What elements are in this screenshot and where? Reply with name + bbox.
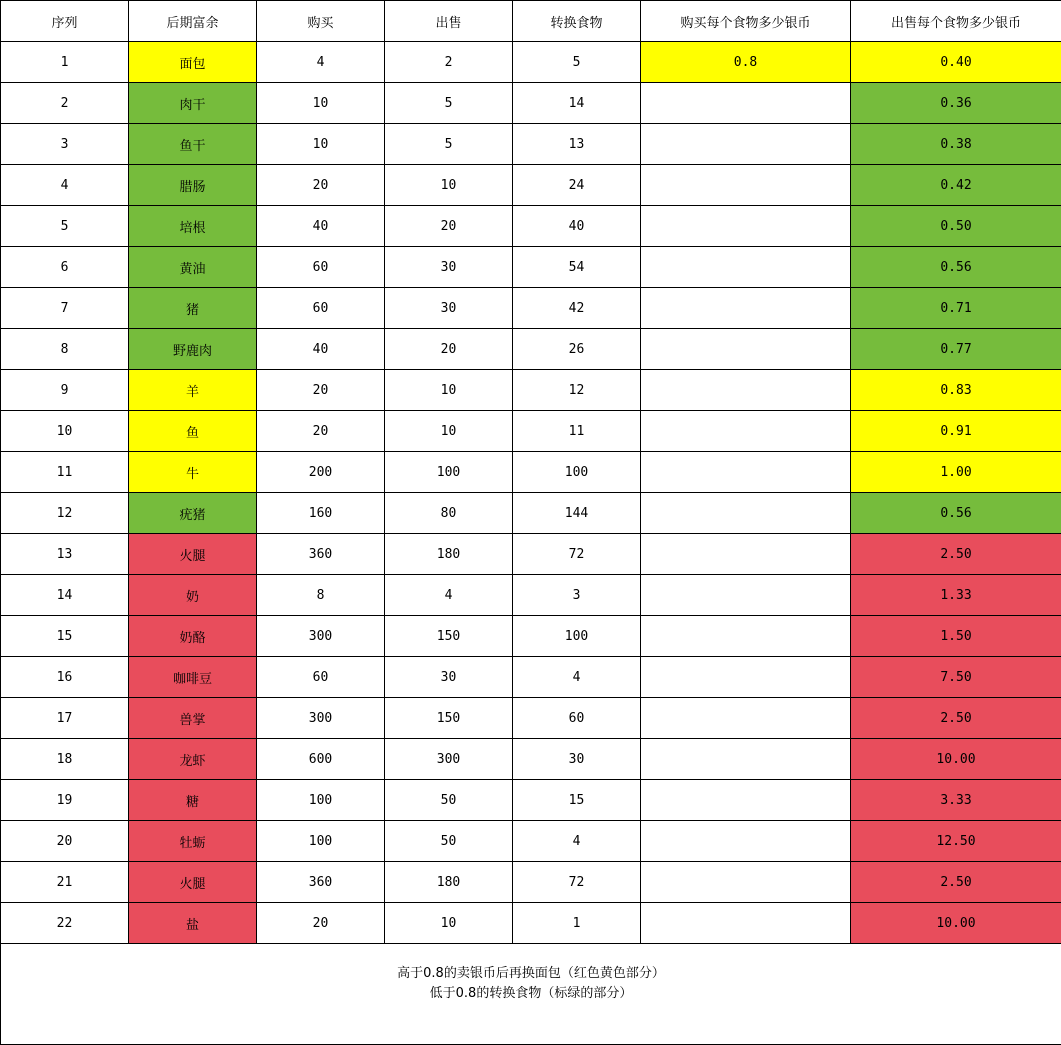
- cell-buy-per-food[interactable]: [641, 534, 851, 575]
- cell-item-name[interactable]: 糖: [129, 780, 257, 821]
- cell-sell[interactable]: 10: [385, 903, 513, 944]
- cell-index[interactable]: 12: [1, 493, 129, 534]
- cell-item-name[interactable]: 培根: [129, 206, 257, 247]
- header-sell-per-food[interactable]: 出售每个食物多少银币: [851, 1, 1061, 42]
- cell-sell[interactable]: 50: [385, 821, 513, 862]
- cell-convert-food[interactable]: 72: [513, 862, 641, 903]
- cell-sell-per-food[interactable]: 0.42: [851, 165, 1061, 206]
- cell-item-name[interactable]: 黄油: [129, 247, 257, 288]
- cell-convert-food[interactable]: 54: [513, 247, 641, 288]
- cell-convert-food[interactable]: 15: [513, 780, 641, 821]
- cell-sell-per-food[interactable]: 1.00: [851, 452, 1061, 493]
- note-line-2: 低于0.8的转换食物（标绿的部分）: [1, 984, 1061, 1004]
- cell-index[interactable]: 11: [1, 452, 129, 493]
- cell-convert-food[interactable]: 30: [513, 739, 641, 780]
- cell-buy-per-food[interactable]: [641, 575, 851, 616]
- cell-buy-per-food[interactable]: [641, 739, 851, 780]
- cell-sell-per-food[interactable]: 10.00: [851, 739, 1061, 780]
- cell-item-name[interactable]: 羊: [129, 370, 257, 411]
- table-row: [1, 780, 1061, 821]
- cell-buy-per-food[interactable]: [641, 124, 851, 165]
- table-row: [1, 329, 1061, 370]
- table-row: [1, 657, 1061, 698]
- table-row: [1, 903, 1061, 944]
- cell-sell[interactable]: 4: [385, 575, 513, 616]
- cell-buy-per-food[interactable]: [641, 493, 851, 534]
- cell-buy[interactable]: 20: [257, 165, 385, 206]
- cell-index[interactable]: 16: [1, 657, 129, 698]
- table-row: [1, 862, 1061, 903]
- cell-buy[interactable]: 100: [257, 780, 385, 821]
- note-row: [1, 944, 1061, 1045]
- cell-sell-per-food[interactable]: 2.50: [851, 534, 1061, 575]
- cell-sell[interactable]: 10: [385, 411, 513, 452]
- cell-buy[interactable]: 100: [257, 821, 385, 862]
- cell-sell-per-food[interactable]: 0.56: [851, 247, 1061, 288]
- cell-index[interactable]: 6: [1, 247, 129, 288]
- cell-buy[interactable]: 600: [257, 739, 385, 780]
- cell-item-name[interactable]: 牡蛎: [129, 821, 257, 862]
- header-index[interactable]: 序列: [1, 1, 129, 42]
- header-surplus[interactable]: 后期富余: [129, 1, 257, 42]
- cell-item-name[interactable]: 野鹿肉: [129, 329, 257, 370]
- cell-buy[interactable]: 60: [257, 657, 385, 698]
- cell-sell-per-food[interactable]: 0.36: [851, 83, 1061, 124]
- cell-sell[interactable]: 300: [385, 739, 513, 780]
- header-buy-per-food[interactable]: 购买每个食物多少银币: [641, 1, 851, 42]
- table-row: [1, 575, 1061, 616]
- cell-item-name[interactable]: 肉干: [129, 83, 257, 124]
- cell-buy-per-food[interactable]: [641, 411, 851, 452]
- cell-buy[interactable]: 10: [257, 124, 385, 165]
- table-row: [1, 493, 1061, 534]
- table-row: [1, 739, 1061, 780]
- cell-buy-per-food[interactable]: [641, 862, 851, 903]
- cell-sell-per-food[interactable]: 2.50: [851, 698, 1061, 739]
- table-row: [1, 821, 1061, 862]
- header-sell[interactable]: 出售: [385, 1, 513, 42]
- cell-sell[interactable]: 30: [385, 288, 513, 329]
- cell-buy-per-food[interactable]: [641, 288, 851, 329]
- cell-index[interactable]: 18: [1, 739, 129, 780]
- cell-sell[interactable]: 10: [385, 165, 513, 206]
- header-convert-food[interactable]: 转换食物: [513, 1, 641, 42]
- cell-index[interactable]: 5: [1, 206, 129, 247]
- cell-index[interactable]: 22: [1, 903, 129, 944]
- cell-sell[interactable]: 2: [385, 42, 513, 83]
- cell-buy-per-food[interactable]: [641, 329, 851, 370]
- table-row: [1, 452, 1061, 493]
- cell-convert-food[interactable]: 12: [513, 370, 641, 411]
- table-row: [1, 124, 1061, 165]
- cell-index[interactable]: 17: [1, 698, 129, 739]
- cell-buy-per-food[interactable]: [641, 821, 851, 862]
- cell-sell[interactable]: 5: [385, 83, 513, 124]
- table-row: [1, 370, 1061, 411]
- table-row: [1, 165, 1061, 206]
- cell-index[interactable]: 1: [1, 42, 129, 83]
- cell-index[interactable]: 14: [1, 575, 129, 616]
- cell-buy[interactable]: 20: [257, 903, 385, 944]
- cell-index[interactable]: 2: [1, 83, 129, 124]
- header-row: [1, 1, 1061, 42]
- cell-convert-food[interactable]: 100: [513, 616, 641, 657]
- cell-sell[interactable]: 180: [385, 862, 513, 903]
- cell-sell[interactable]: 20: [385, 206, 513, 247]
- cell-convert-food[interactable]: 42: [513, 288, 641, 329]
- cell-sell[interactable]: 30: [385, 657, 513, 698]
- cell-sell-per-food[interactable]: 1.50: [851, 616, 1061, 657]
- cell-index[interactable]: 13: [1, 534, 129, 575]
- cell-sell-per-food[interactable]: 7.50: [851, 657, 1061, 698]
- cell-buy-per-food[interactable]: [641, 83, 851, 124]
- cell-item-name[interactable]: 鱼: [129, 411, 257, 452]
- cell-sell-per-food[interactable]: 0.40: [851, 42, 1061, 83]
- cell-buy-per-food[interactable]: [641, 780, 851, 821]
- table-row: [1, 247, 1061, 288]
- cell-buy-per-food[interactable]: [641, 370, 851, 411]
- cell-convert-food[interactable]: 4: [513, 821, 641, 862]
- cell-buy[interactable]: 40: [257, 206, 385, 247]
- cell-sell[interactable]: 180: [385, 534, 513, 575]
- cell-item-name[interactable]: 奶: [129, 575, 257, 616]
- cell-sell[interactable]: 10: [385, 370, 513, 411]
- cell-index[interactable]: 7: [1, 288, 129, 329]
- cell-sell-per-food[interactable]: 0.77: [851, 329, 1061, 370]
- cell-buy[interactable]: 4: [257, 42, 385, 83]
- cell-sell[interactable]: 150: [385, 698, 513, 739]
- cell-sell[interactable]: 5: [385, 124, 513, 165]
- cell-convert-food[interactable]: 3: [513, 575, 641, 616]
- cell-buy-per-food[interactable]: [641, 247, 851, 288]
- cell-index[interactable]: 3: [1, 124, 129, 165]
- cell-sell-per-food[interactable]: 2.50: [851, 862, 1061, 903]
- cell-item-name[interactable]: 猪: [129, 288, 257, 329]
- cell-sell-per-food[interactable]: 1.33: [851, 575, 1061, 616]
- cell-sell-per-food[interactable]: 0.91: [851, 411, 1061, 452]
- cell-buy[interactable]: 360: [257, 534, 385, 575]
- note-cell[interactable]: [1, 944, 1061, 1045]
- cell-buy[interactable]: 10: [257, 83, 385, 124]
- cell-item-name[interactable]: 牛: [129, 452, 257, 493]
- cell-buy[interactable]: 60: [257, 288, 385, 329]
- table-row: [1, 616, 1061, 657]
- cell-buy-per-food[interactable]: [641, 616, 851, 657]
- cell-convert-food[interactable]: 72: [513, 534, 641, 575]
- cell-sell-per-food[interactable]: 0.83: [851, 370, 1061, 411]
- cell-sell[interactable]: 80: [385, 493, 513, 534]
- cell-index[interactable]: 21: [1, 862, 129, 903]
- cell-item-name[interactable]: 龙虾: [129, 739, 257, 780]
- cell-buy[interactable]: 40: [257, 329, 385, 370]
- cell-item-name[interactable]: 火腿: [129, 534, 257, 575]
- cell-convert-food[interactable]: 40: [513, 206, 641, 247]
- cell-sell-per-food[interactable]: 0.50: [851, 206, 1061, 247]
- cell-convert-food[interactable]: 1: [513, 903, 641, 944]
- cell-item-name[interactable]: 奶酪: [129, 616, 257, 657]
- cell-buy[interactable]: 20: [257, 411, 385, 452]
- cell-buy[interactable]: 200: [257, 452, 385, 493]
- cell-convert-food[interactable]: 144: [513, 493, 641, 534]
- cell-buy[interactable]: 300: [257, 616, 385, 657]
- cell-index[interactable]: 10: [1, 411, 129, 452]
- cell-buy[interactable]: 300: [257, 698, 385, 739]
- note-line-1: 高于0.8的卖银币后再换面包（红色黄色部分）: [1, 964, 1061, 984]
- table-row: [1, 206, 1061, 247]
- cell-convert-food[interactable]: 100: [513, 452, 641, 493]
- cell-buy[interactable]: 360: [257, 862, 385, 903]
- table-row: [1, 83, 1061, 124]
- cell-index[interactable]: 4: [1, 165, 129, 206]
- cell-buy-per-food[interactable]: [641, 206, 851, 247]
- cell-sell-per-food[interactable]: 0.71: [851, 288, 1061, 329]
- cell-sell-per-food[interactable]: 10.00: [851, 903, 1061, 944]
- cell-item-name[interactable]: 鱼干: [129, 124, 257, 165]
- cell-index[interactable]: 19: [1, 780, 129, 821]
- cell-sell-per-food[interactable]: 0.38: [851, 124, 1061, 165]
- cell-buy[interactable]: 20: [257, 370, 385, 411]
- cell-sell-per-food[interactable]: 12.50: [851, 821, 1061, 862]
- cell-item-name[interactable]: 咖啡豆: [129, 657, 257, 698]
- cell-item-name[interactable]: 疣猪: [129, 493, 257, 534]
- table-row: [1, 42, 1061, 83]
- cell-convert-food[interactable]: 11: [513, 411, 641, 452]
- header-buy[interactable]: 购买: [257, 1, 385, 42]
- table-row: [1, 534, 1061, 575]
- cell-buy-per-food[interactable]: 0.8: [641, 42, 851, 83]
- cell-buy[interactable]: 60: [257, 247, 385, 288]
- cell-index[interactable]: 15: [1, 616, 129, 657]
- cell-buy-per-food[interactable]: [641, 657, 851, 698]
- cell-index[interactable]: 8: [1, 329, 129, 370]
- cell-sell-per-food[interactable]: 3.33: [851, 780, 1061, 821]
- cell-convert-food[interactable]: 14: [513, 83, 641, 124]
- cell-convert-food[interactable]: 4: [513, 657, 641, 698]
- cell-index[interactable]: 9: [1, 370, 129, 411]
- cell-buy[interactable]: 8: [257, 575, 385, 616]
- cell-buy-per-food[interactable]: [641, 903, 851, 944]
- cell-item-name[interactable]: 火腿: [129, 862, 257, 903]
- table-row: [1, 411, 1061, 452]
- cell-item-name[interactable]: 盐: [129, 903, 257, 944]
- cell-convert-food[interactable]: 13: [513, 124, 641, 165]
- cell-item-name[interactable]: 面包: [129, 42, 257, 83]
- cell-convert-food[interactable]: 5: [513, 42, 641, 83]
- cell-buy[interactable]: 160: [257, 493, 385, 534]
- cell-sell[interactable]: 20: [385, 329, 513, 370]
- cell-index[interactable]: 20: [1, 821, 129, 862]
- cell-sell-per-food[interactable]: 0.56: [851, 493, 1061, 534]
- cell-item-name[interactable]: 兽掌: [129, 698, 257, 739]
- cell-item-name[interactable]: 腊肠: [129, 165, 257, 206]
- table-row: [1, 288, 1061, 329]
- cell-sell[interactable]: 150: [385, 616, 513, 657]
- cell-convert-food[interactable]: 60: [513, 698, 641, 739]
- table-row: [1, 698, 1061, 739]
- cell-sell[interactable]: 50: [385, 780, 513, 821]
- cell-sell[interactable]: 30: [385, 247, 513, 288]
- cell-buy-per-food[interactable]: [641, 698, 851, 739]
- cell-sell[interactable]: 100: [385, 452, 513, 493]
- cell-convert-food[interactable]: 26: [513, 329, 641, 370]
- cell-convert-food[interactable]: 24: [513, 165, 641, 206]
- cell-buy-per-food[interactable]: [641, 165, 851, 206]
- cell-buy-per-food[interactable]: [641, 452, 851, 493]
